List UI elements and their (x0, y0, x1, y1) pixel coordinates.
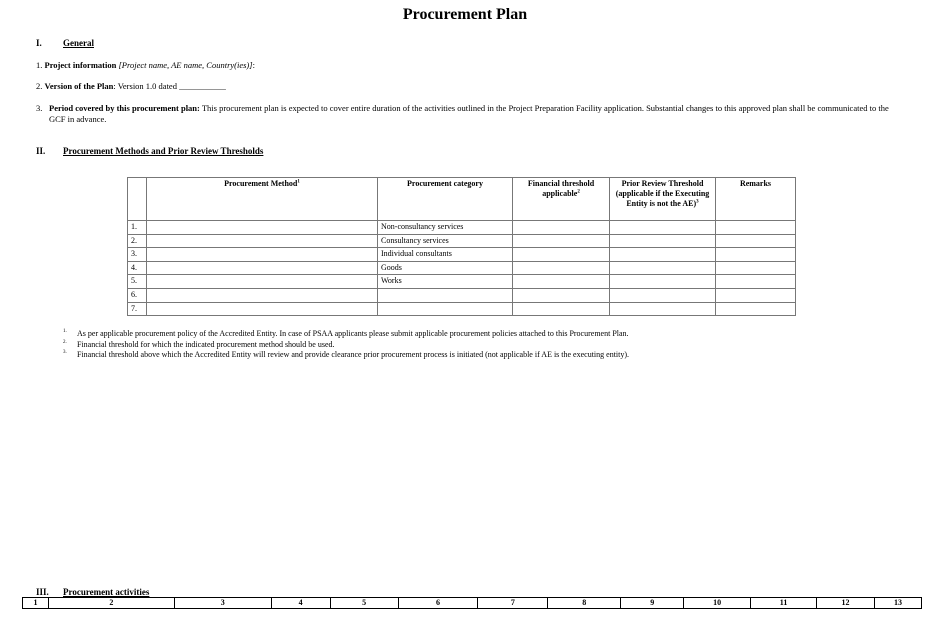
remarks-cell (716, 248, 796, 262)
method-cell (147, 221, 378, 235)
column-number-cell: 7 (478, 598, 548, 609)
table-header-row (23, 598, 922, 609)
financial-threshold-cell (513, 302, 610, 316)
row-number-cell: 3. (128, 248, 147, 262)
row-number-cell: 2. (128, 234, 147, 248)
column-number-cell: 4 (271, 598, 330, 609)
category-cell: Works (378, 275, 513, 289)
row-number-cell: 5. (128, 275, 147, 289)
category-cell: Goods (378, 261, 513, 275)
footnote-marker: 1. (63, 329, 67, 334)
row-number-cell: 6. (128, 288, 147, 302)
column-number-cell: 9 (621, 598, 684, 609)
table-header-row (128, 178, 796, 221)
table-row (128, 288, 796, 302)
prior-review-cell (610, 234, 716, 248)
category-cell: Consultancy services (378, 234, 513, 248)
item-number: 2. (36, 81, 43, 91)
method-cell (147, 234, 378, 248)
item-text: : (252, 60, 255, 70)
prior-review-cell (610, 221, 716, 235)
item-number: 3. (36, 103, 43, 113)
prior-review-cell (610, 302, 716, 316)
remarks-cell (716, 221, 796, 235)
item-label: Project information (44, 60, 117, 70)
item-placeholder: [Project name, AE name, Country(ies)] (118, 60, 253, 70)
table-row (128, 221, 796, 235)
method-cell (147, 302, 378, 316)
method-cell (147, 248, 378, 262)
table-row (128, 275, 796, 289)
column-number-cell: 5 (330, 598, 398, 609)
category-cell (378, 302, 513, 316)
method-cell (147, 275, 378, 289)
financial-threshold-cell (513, 288, 610, 302)
row-number-cell: 7. (128, 302, 147, 316)
header-cell-procurement-method: Procurement Method$^1$ (147, 178, 378, 221)
remarks-cell (716, 288, 796, 302)
remarks-cell (716, 302, 796, 316)
footnote-1 (63, 329, 903, 340)
category-cell: Individual consultants (378, 248, 513, 262)
item-number: 1. (36, 60, 43, 70)
category-cell (378, 288, 513, 302)
financial-threshold-cell (513, 234, 610, 248)
footnote-text: As per applicable procurement policy of the Accredited Entity. In case of PSAA applicants please submit applicable procurement policies attached to this Procurement Plan. (77, 329, 629, 338)
column-number-cell: 11 (751, 598, 817, 609)
category-cell: Non-consultancy services (378, 221, 513, 235)
footnote-3 (63, 350, 903, 361)
financial-threshold-cell (513, 275, 610, 289)
column-number-cell: 6 (398, 598, 478, 609)
remarks-cell (716, 234, 796, 248)
section-1-number: I. (36, 38, 42, 48)
footnote-text: Financial threshold above which the Accredited Entity will review and provide clearance prior procurement process is initiated (not applicable if AE is the executing entity). (77, 350, 630, 359)
table-row (128, 234, 796, 248)
method-cell (147, 288, 378, 302)
procurement-activities-table (22, 597, 922, 609)
column-number-cell: 10 (684, 598, 751, 609)
page-title: Procurement Plan (402, 6, 528, 23)
header-cell-number (128, 178, 147, 221)
remarks-cell (716, 275, 796, 289)
header-cell-remarks: Remarks (716, 178, 796, 221)
column-number-cell: 8 (548, 598, 621, 609)
financial-threshold-cell (513, 261, 610, 275)
prior-review-cell (610, 275, 716, 289)
prior-review-cell (610, 248, 716, 262)
procurement-methods-table (127, 177, 796, 316)
item-text: This procurement plan is expected to cover entire duration of the activities outlined in the Project Preparation Facility application. Substantial changes to this approved plan shall be communicated to the GCF in advance. (49, 103, 889, 124)
item-2 (36, 81, 226, 92)
method-cell (147, 261, 378, 275)
table-row (128, 248, 796, 262)
item-3 (36, 103, 904, 125)
footnote-marker: 3. (63, 350, 67, 355)
section-3-heading: Procurement activities (63, 587, 150, 597)
header-cell-procurement-category: Procurement category (378, 178, 513, 221)
header-cell-prior-review-threshold: Prior Review Threshold (applicable if the Executing Entity is not the AE)$^3$ (610, 178, 716, 221)
footnote-text: Financial threshold for which the indicated procurement method should be used. (77, 340, 335, 349)
column-number-cell: 13 (874, 598, 921, 609)
footnote-2 (63, 340, 903, 351)
section-2-number: II. (36, 146, 46, 156)
prior-review-cell (610, 261, 716, 275)
financial-threshold-cell (513, 248, 610, 262)
section-2-heading: Procurement Methods and Prior Review Thresholds (63, 146, 264, 156)
item-text: : Version 1.0 dated ___________ (113, 81, 226, 91)
column-number-cell: 1 (23, 598, 49, 609)
footnote-marker: 2. (63, 340, 67, 345)
column-number-cell: 12 (817, 598, 875, 609)
table-row (128, 302, 796, 316)
financial-threshold-cell (513, 221, 610, 235)
column-number-cell: 2 (48, 598, 174, 609)
row-number-cell: 1. (128, 221, 147, 235)
item-label: Period covered by this procurement plan: (49, 103, 200, 113)
remarks-cell (716, 261, 796, 275)
section-3-number: III. (36, 587, 49, 597)
table-row (128, 261, 796, 275)
item-1 (36, 60, 255, 71)
column-number-cell: 3 (174, 598, 271, 609)
item-label: Version of the Plan (44, 81, 114, 91)
prior-review-cell (610, 288, 716, 302)
section-1-heading: General (63, 38, 94, 48)
row-number-cell: 4. (128, 261, 147, 275)
header-cell-financial-threshold: Financial threshold applicable$^2$ (513, 178, 610, 221)
